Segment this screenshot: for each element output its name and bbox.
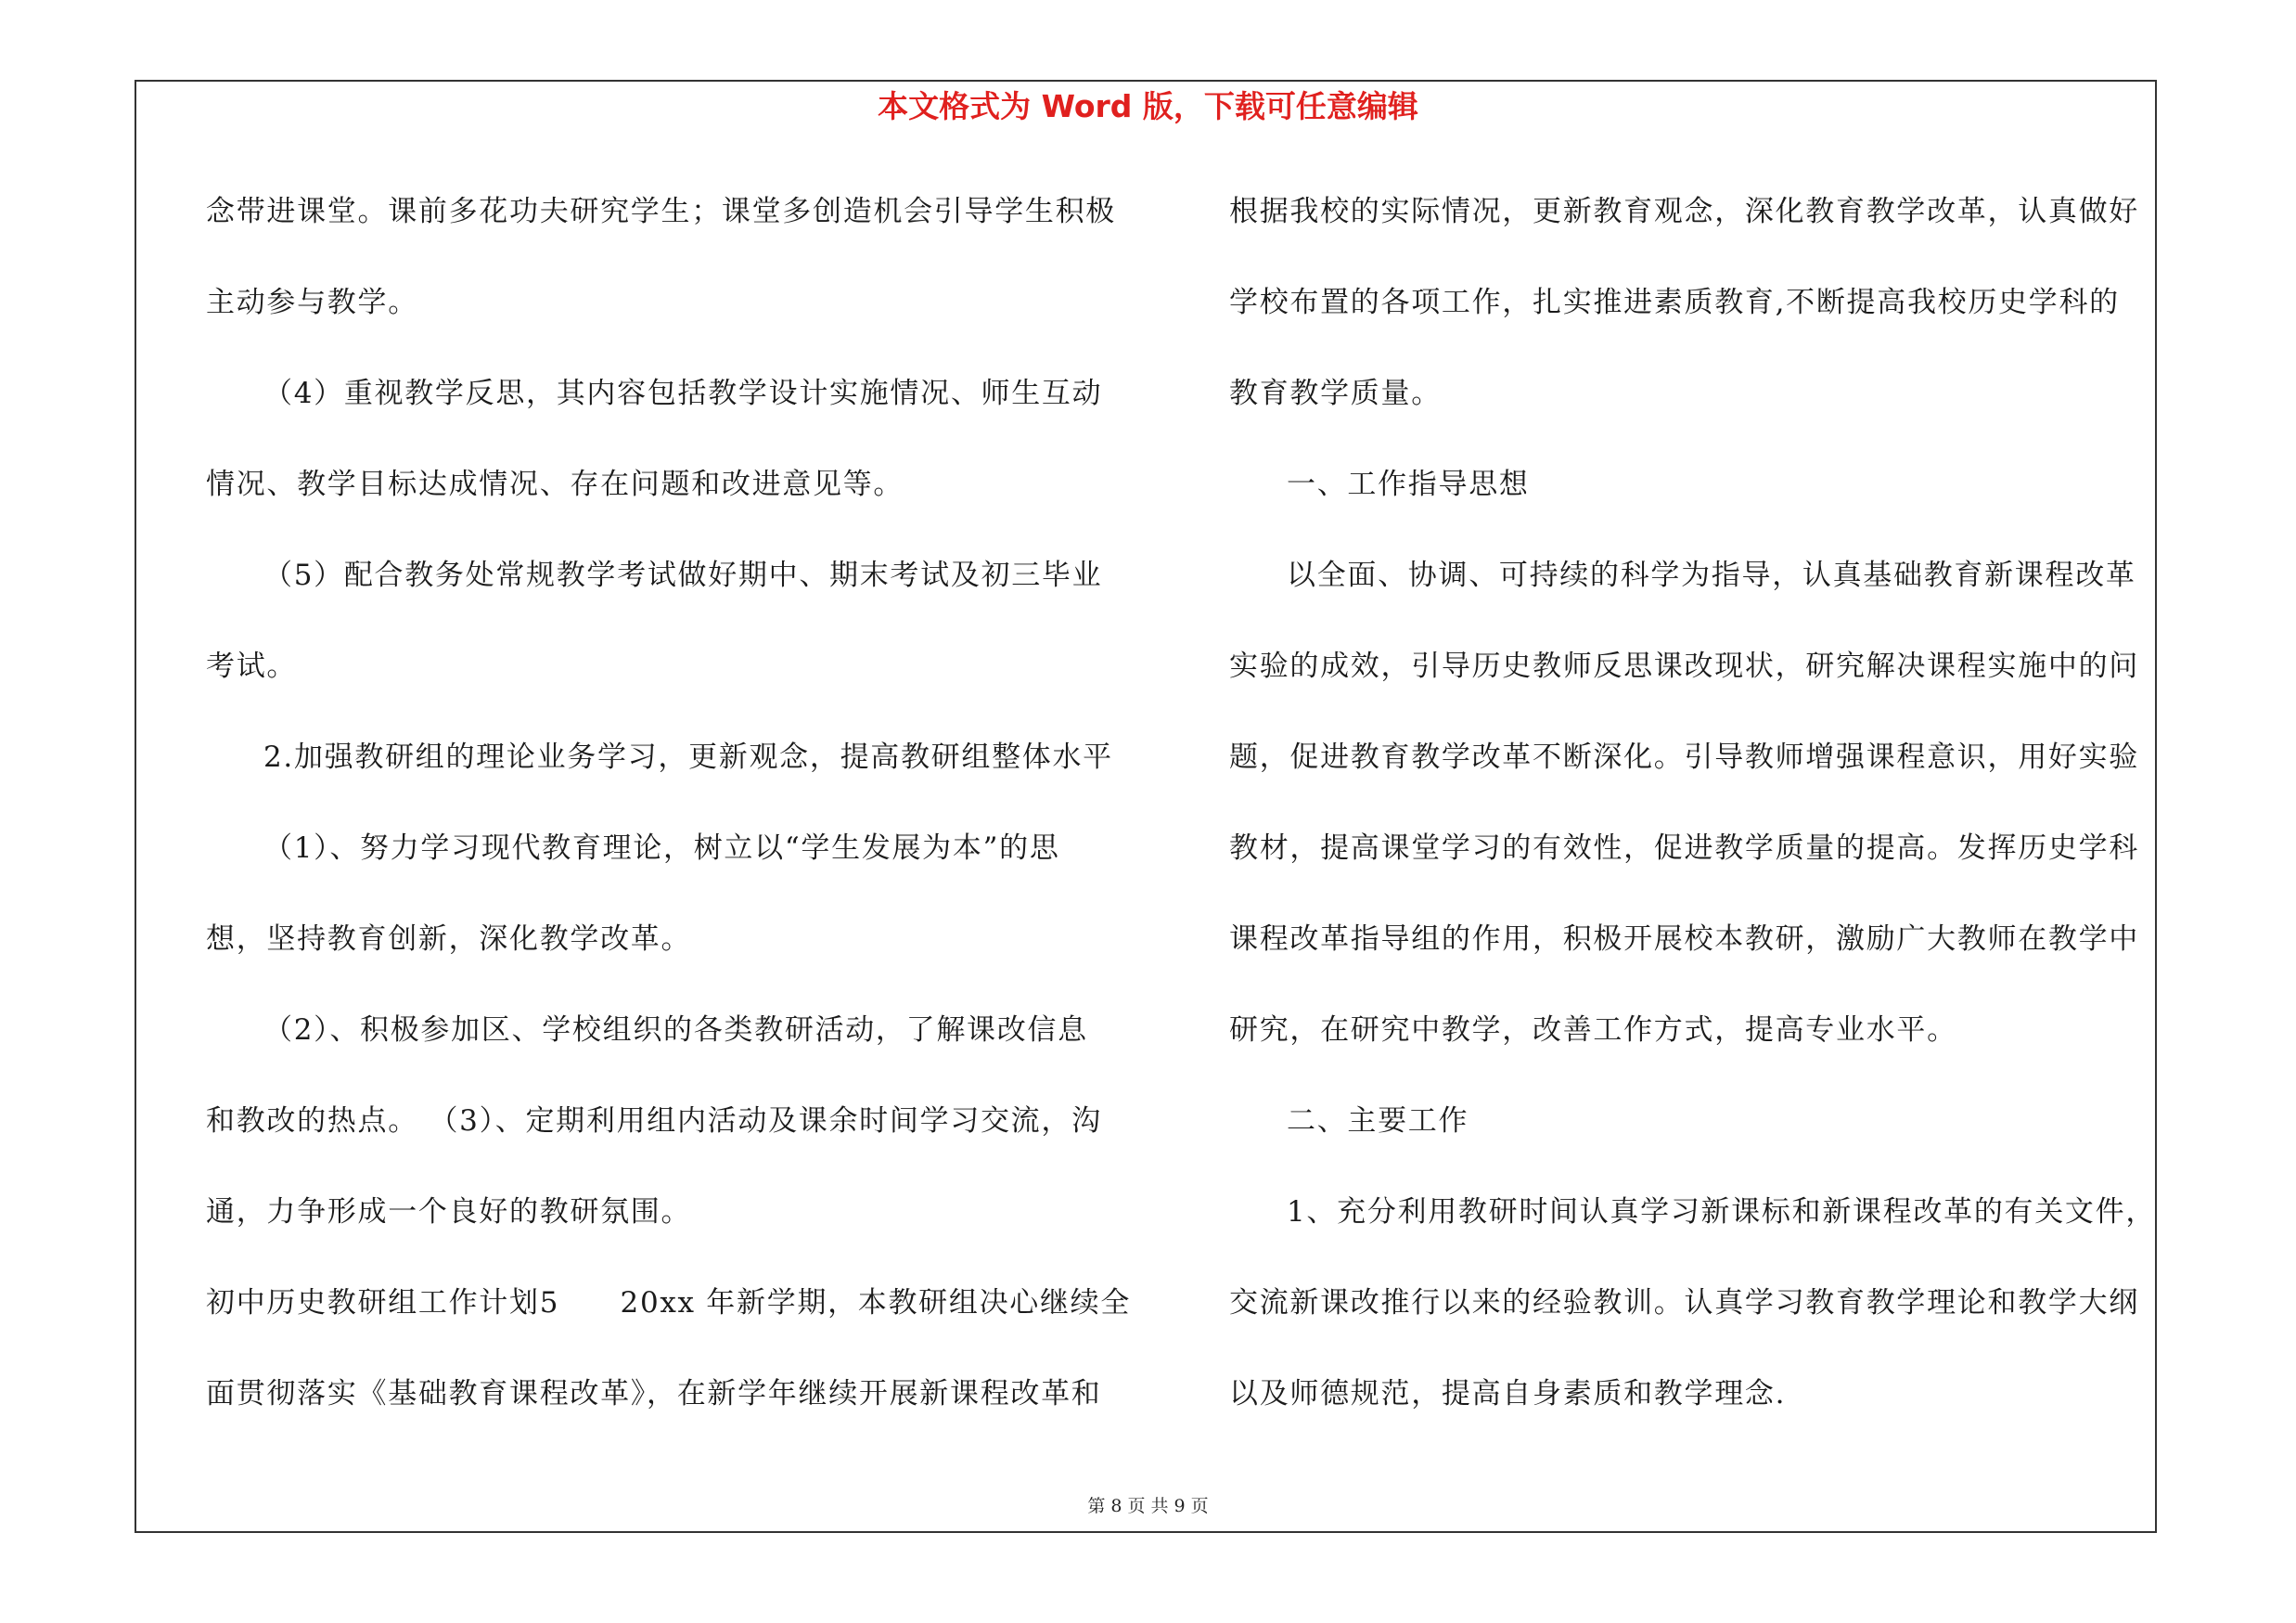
text-line: 交流新课改推行以来的经验教训。认真学习教育教学理论和教学大纲 — [1229, 1286, 2139, 1320]
section-heading: 二、主要工作 — [1287, 1104, 1469, 1138]
text-line: 1、充分利用教研时间认真学习新课标和新课程改革的有关文件， — [1287, 1195, 2157, 1229]
text-line: 教材，提高课堂学习的有效性，促进教学质量的提高。发挥历史学科 — [1229, 831, 2139, 865]
text-line: 实验的成效，引导历史教师反思课改现状，研究解决课程实施中的问 — [1229, 650, 2139, 683]
text-line: 主动参与教学。 — [206, 286, 418, 319]
text-line: 情况、教学目标达成情况、存在问题和改进意见等。 — [206, 468, 904, 501]
text-line: （5）配合教务处常规教学考试做好期中、期末考试及初三毕业 — [263, 559, 1103, 592]
format-notice-banner: 本文格式为 Word 版，下载可任意编辑 — [878, 88, 1418, 124]
text-line: 研究，在研究中教学，改善工作方式，提高专业水平。 — [1229, 1013, 1957, 1047]
text-line: 以及师德规范，提高自身素质和教学理念. — [1229, 1377, 1787, 1410]
text-line: 课程改革指导组的作用，积极开展校本教研，激励广大教师在教学中 — [1229, 922, 2139, 956]
text-line: 想，坚持教育创新，深化教学改革。 — [206, 922, 692, 956]
left-text-column — [206, 182, 1132, 1455]
text-line: 念带进课堂。课前多花功夫研究学生；课堂多创造机会引导学生积极 — [206, 195, 1116, 228]
text-line: 初中历史教研组工作计划5 20xx 年新学期，本教研组决心继续全 — [206, 1286, 1132, 1320]
text-line: 以全面、协调、可持续的科学为指导，认真基础教育新课程改革 — [1287, 559, 2136, 592]
page-number: 第 8 页 共 9 页 — [1087, 1496, 1209, 1516]
text-line: 根据我校的实际情况，更新教育观念，深化教育教学改革，认真做好 — [1229, 195, 2139, 228]
text-line: 和教改的热点。 （3）、定期利用组内活动及课余时间学习交流，沟 — [206, 1104, 1102, 1138]
text-line: 学校布置的各项工作，扎实推进素质教育,不断提高我校历史学科的 — [1229, 286, 2120, 319]
text-line: 通，力争形成一个良好的教研氛围。 — [206, 1195, 692, 1229]
section-heading: 一、工作指导思想 — [1287, 468, 1530, 501]
text-line: （1）、努力学习现代教育理论，树立以“学生发展为本”的思 — [263, 831, 1060, 865]
text-line: （4）重视教学反思，其内容包括教学设计实施情况、师生互动 — [263, 377, 1103, 410]
text-line: 考试。 — [206, 650, 298, 683]
text-line: 面贯彻落实《基础教育课程改革》，在新学年继续开展新课程改革和 — [206, 1377, 1102, 1410]
text-line: （2）、积极参加区、学校组织的各类教研活动，了解课改信息 — [263, 1013, 1088, 1047]
section-heading: 2.加强教研组的理论业务学习，更新观念，提高教研组整体水平 — [263, 741, 1113, 774]
text-line: 教育教学质量。 — [1229, 377, 1442, 410]
right-text-column — [1229, 182, 2157, 1455]
text-line: 题，促进教育教学改革不断深化。引导教师增强课程意识，用好实验 — [1229, 741, 2139, 774]
